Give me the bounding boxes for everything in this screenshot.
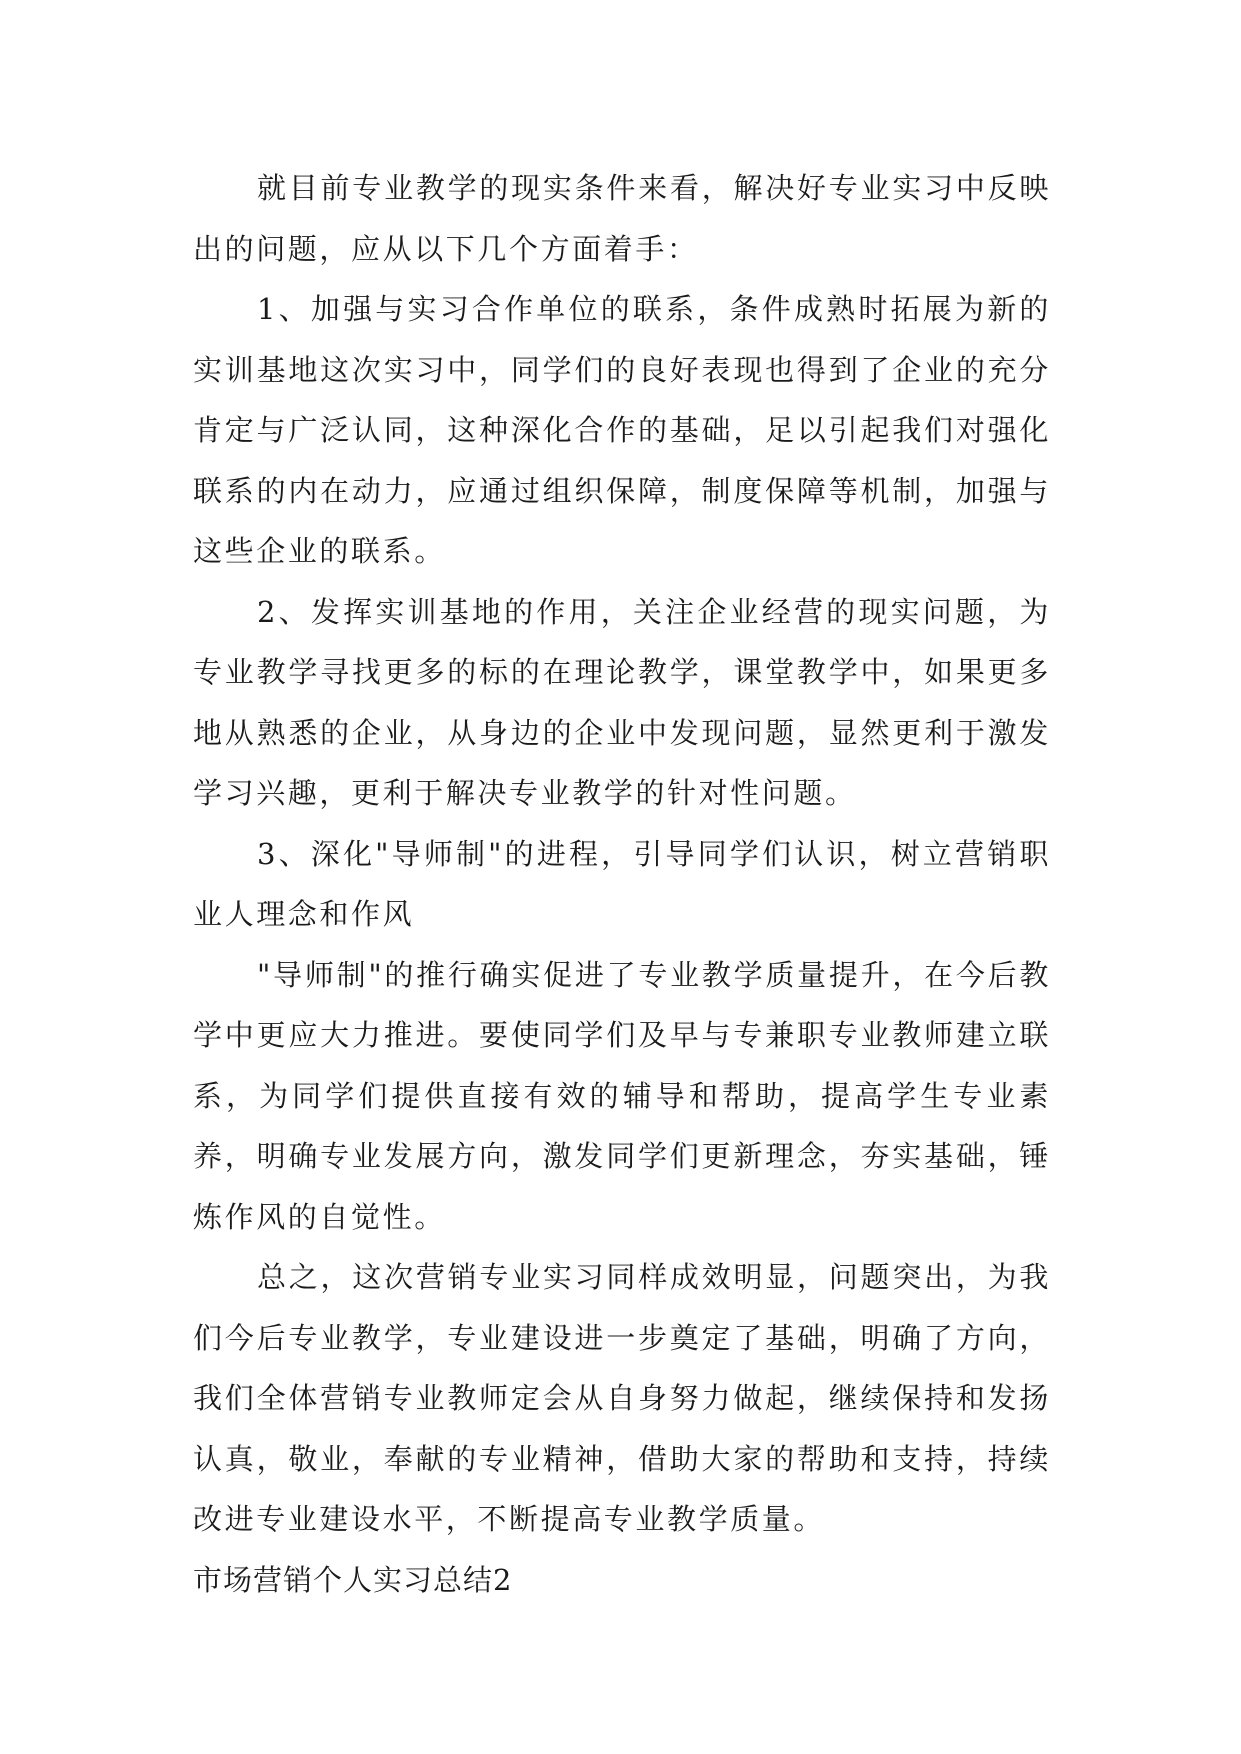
- paragraph-point-2: 2、发挥实训基地的作用，关注企业经营的现实问题，为专业教学寻找更多的标的在理论教学，课堂教学中，如果更多地从熟悉的企业，从身边的企业中发现问题，显然更利于激发学习兴趣，更利于解决专业教学的针对性问题。: [193, 594, 1051, 810]
- section-heading: 市场营销个人实习总结2: [193, 1562, 513, 1597]
- paragraph-point-1: 1、加强与实习合作单位的联系，条件成熟时拓展为新的实训基地这次实习中，同学们的良好表现也得到了企业的充分肯定与广泛认同，这种深化合作的基础，足以引起我们对强化联系的内在动力，应通过组织保障，制度保障等机制，加强与这些企业的联系。: [193, 292, 1051, 568]
- document-page: [193, 158, 1051, 1610]
- paragraph-point-3: 3、深化"导师制"的进程，引导同学们认识，树立营销职业人理念和作风: [193, 836, 1051, 931]
- paragraph-intro: 就目前专业教学的现实条件来看，解决好专业实习中反映出的问题，应从以下几个方面着手：: [193, 171, 1051, 266]
- paragraph-conclusion: 总之，这次营销专业实习同样成效明显，问题突出，为我们今后专业教学，专业建设进一步奠定了基础，明确了方向，我们全体营销专业教师定会从自身努力做起，继续保持和发扬认真，敬业，奉献的专业精神，借助大家的帮助和支持，持续改进专业建设水平，不断提高专业教学质量。: [193, 1260, 1051, 1536]
- paragraph-mentor-system: "导师制"的推行确实促进了专业教学质量提升，在今后教学中更应大力推进。要使同学们及早与专兼职专业教师建立联系，为同学们提供直接有效的辅导和帮助，提高学生专业素养，明确专业发展方向，激发同学们更新理念，夯实基础，锤炼作风的自觉性。: [193, 957, 1051, 1234]
